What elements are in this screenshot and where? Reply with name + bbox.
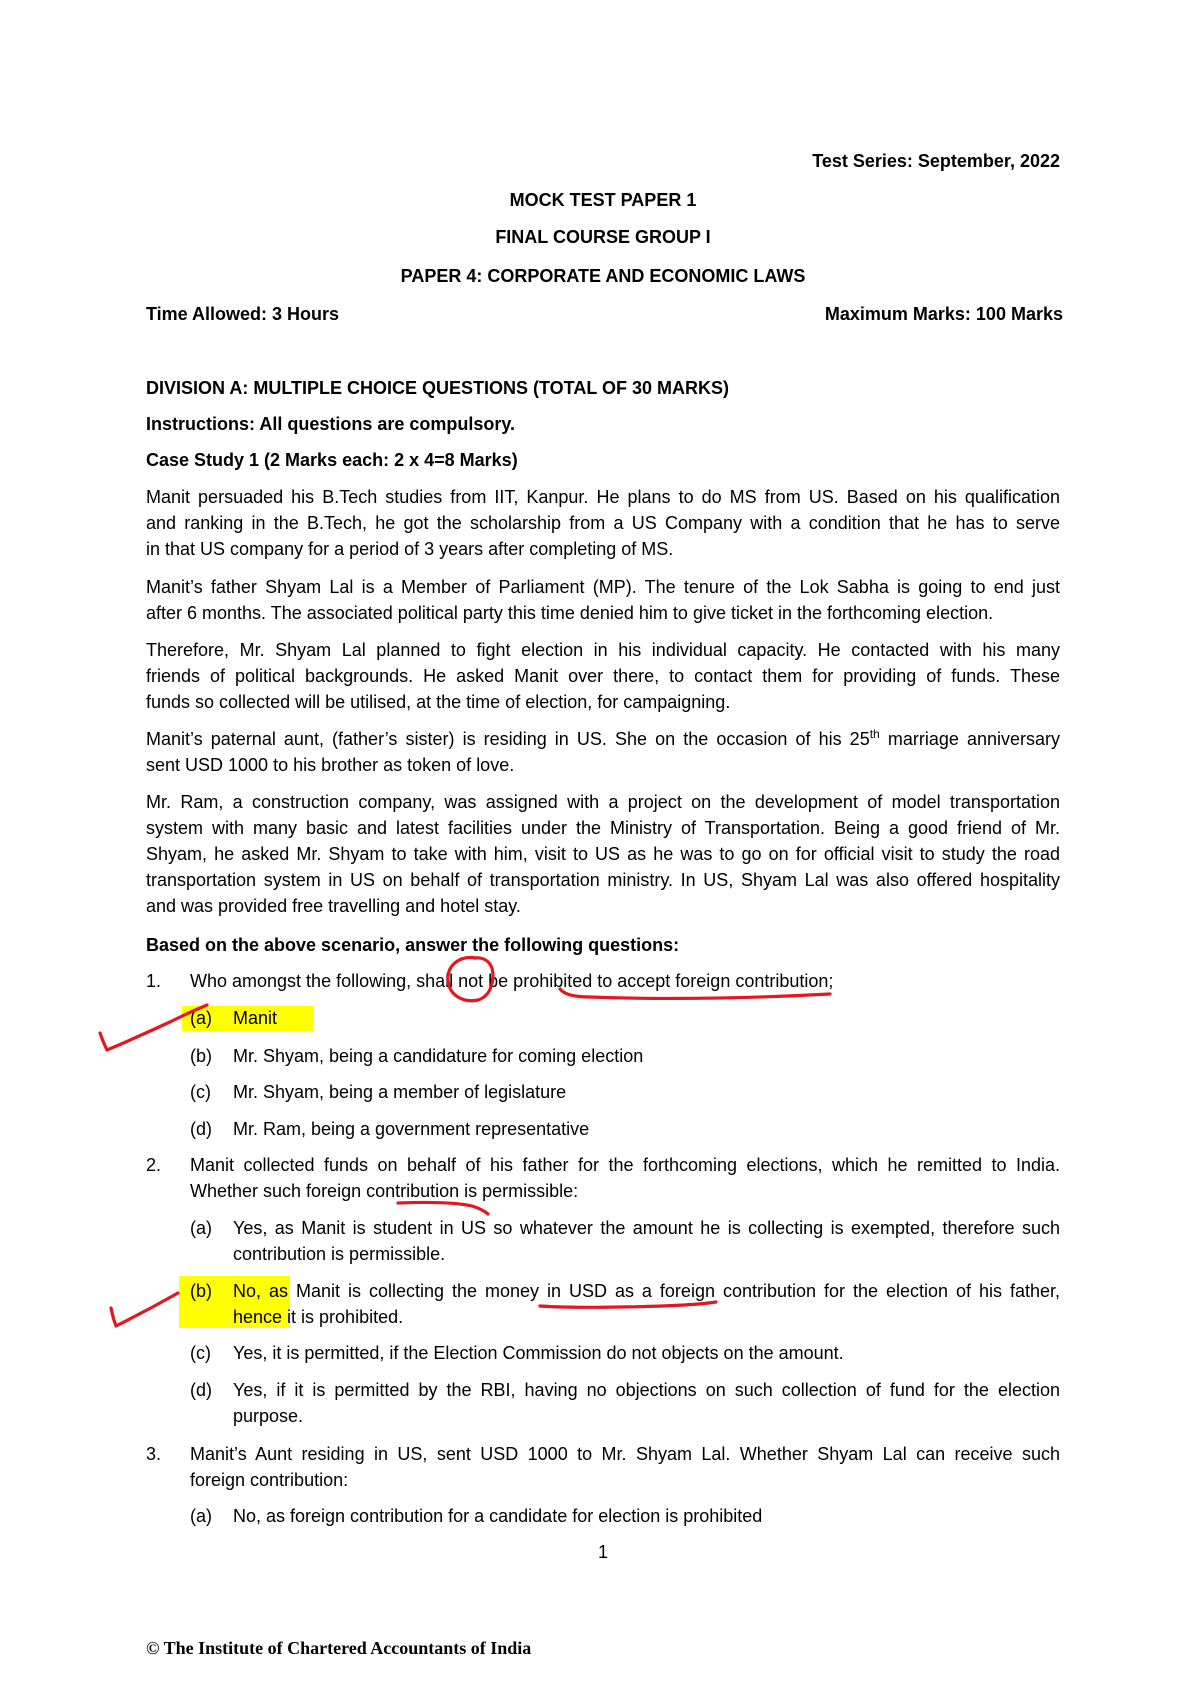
page-number: 1 [597, 1542, 608, 1562]
question-number: 3. [146, 1444, 162, 1464]
paragraph-line: and ranking in the B.Tech, he got the scholarship from a US Company with a condition that he has to serve [146, 513, 1060, 533]
paragraph-line: transportation system in US on behalf of transportation ministry. In US, Shyam Lal was also offered hospitality [146, 870, 1060, 890]
case-study-paragraph-2 [146, 574, 1060, 626]
paragraph-line: Therefore, Mr. Shyam Lal planned to fight election in his individual capacity. He contacted with his many [146, 640, 1060, 660]
paragraph-line: Manit persuaded his B.Tech studies from IIT, Kanpur. He plans to do MS from US. Based on his qualification [146, 487, 1060, 507]
question-text [190, 1441, 1060, 1493]
case-study-paragraph-1 [146, 484, 1060, 562]
option-line: Manit [233, 1008, 278, 1028]
option-text [233, 1278, 1060, 1330]
option-label: (a) [190, 1506, 212, 1526]
option-label: (c) [190, 1343, 211, 1363]
paragraph-line: Shyam, he asked Mr. Shyam to take with him, visit to US as he was to go on for official visit to study the road [146, 844, 1060, 864]
paragraph-line: sent USD 1000 to his brother as token of love. [146, 755, 515, 775]
paragraph-line: and was provided free travelling and hotel stay. [146, 896, 521, 916]
option-text [233, 1043, 1060, 1069]
question-line: Who amongst the following, shall not be prohibited to accept foreign contribution; [190, 971, 834, 991]
ordinal-superscript: th [869, 727, 880, 741]
option-line: Mr. Shyam, being a member of legislature [233, 1082, 567, 1102]
case-study-paragraph-4 [146, 726, 1060, 778]
option-label: (d) [190, 1119, 212, 1139]
paragraph-line: system with many basic and latest facilities under the Ministry of Transportation. Being a good friend of Mr. [146, 818, 1060, 838]
question-number: 1. [146, 971, 162, 991]
option-line: contribution is permissible. [233, 1244, 446, 1264]
option-text [233, 1215, 1060, 1267]
option-line: No, as foreign contribution for a candidate for election is prohibited [233, 1506, 763, 1526]
option-label: (b) [190, 1281, 212, 1301]
paragraph-line [146, 726, 1060, 752]
option-line: purpose. [233, 1406, 304, 1426]
option-line: Yes, if it is permitted by the RBI, having no objections on such collection of fund for the election [233, 1380, 1060, 1400]
footer-copyright: © The Institute of Chartered Accountants of India [146, 1638, 532, 1658]
course-title: FINAL COURSE GROUP I [495, 227, 711, 247]
option-label: (a) [190, 1008, 212, 1028]
paper-subject: PAPER 4: CORPORATE AND ECONOMIC LAWS [400, 266, 806, 286]
option-text [233, 1340, 1060, 1366]
question-line: foreign contribution: [190, 1470, 349, 1490]
test-series: Test Series: September, 2022 [812, 151, 1060, 171]
instructions: Instructions: All questions are compulsory. [146, 414, 516, 434]
question-number: 2. [146, 1155, 162, 1175]
question-text [190, 968, 1060, 994]
option-text [233, 1079, 1060, 1105]
option-label: (b) [190, 1046, 212, 1066]
option-text [233, 1005, 1060, 1031]
red-check-mark-icon [111, 1293, 178, 1326]
questions-intro: Based on the above scenario, answer the following questions: [146, 935, 680, 955]
paper-title: MOCK TEST PAPER 1 [509, 190, 697, 210]
division-title: DIVISION A: MULTIPLE CHOICE QUESTIONS (TOTAL OF 30 MARKS) [146, 378, 730, 398]
option-line: Yes, as Manit is student in US so whatever the amount he is collecting is exempted, therefore such [233, 1218, 1060, 1238]
time-allowed: Time Allowed: 3 Hours [146, 304, 340, 324]
case-study-title: Case Study 1 (2 Marks each: 2 x 4=8 Marks) [146, 450, 518, 470]
red-underline-annotation [398, 1202, 488, 1214]
option-label: (a) [190, 1218, 212, 1238]
line-text: Manit’s paternal aunt, (father’s sister) is residing in US. She on the occasion of his 25 [146, 729, 870, 749]
paragraph-line: Mr. Ram, a construction company, was assigned with a project on the development of model transportation [146, 792, 1060, 812]
option-line: No, as Manit is collecting the money in USD as a foreign contribution for the election of his father, [233, 1281, 1060, 1301]
option-line: hence it is prohibited. [233, 1307, 404, 1327]
option-label: (c) [190, 1082, 211, 1102]
line-text: marriage anniversary [887, 729, 1060, 749]
case-study-paragraph-5 [146, 789, 1060, 919]
question-text [190, 1152, 1060, 1204]
paragraph-line: funds so collected will be utilised, at the time of election, for campaigning. [146, 692, 731, 712]
question-line: Manit’s Aunt residing in US, sent USD 1000 to Mr. Shyam Lal. Whether Shyam Lal can receive such [190, 1444, 1060, 1464]
option-line: Mr. Shyam, being a candidature for coming election [233, 1046, 644, 1066]
option-line: Yes, it is permitted, if the Election Commission do not objects on the amount. [233, 1343, 844, 1363]
case-study-paragraph-3 [146, 637, 1060, 715]
paragraph-line: after 6 months. The associated political party this time denied him to give ticket in the forthcoming election. [146, 603, 994, 623]
option-text [233, 1116, 1060, 1142]
paragraph-line: in that US company for a period of 3 years after completing of MS. [146, 539, 674, 559]
paragraph-line: friends of political backgrounds. He asked Manit over there, to contact them for providing of funds. These [146, 666, 1060, 686]
option-label: (d) [190, 1380, 212, 1400]
option-text [233, 1503, 1060, 1529]
question-line: Manit collected funds on behalf of his father for the forthcoming elections, which he remitted to India. [190, 1155, 1060, 1175]
paragraph-line: Manit’s father Shyam Lal is a Member of Parliament (MP). The tenure of the Lok Sabha is going to end just [146, 577, 1060, 597]
maximum-marks: Maximum Marks: 100 Marks [824, 304, 1063, 324]
option-text [233, 1377, 1060, 1429]
question-line: Whether such foreign contribution is permissible: [190, 1181, 579, 1201]
option-line: Mr. Ram, being a government representative [233, 1119, 590, 1139]
